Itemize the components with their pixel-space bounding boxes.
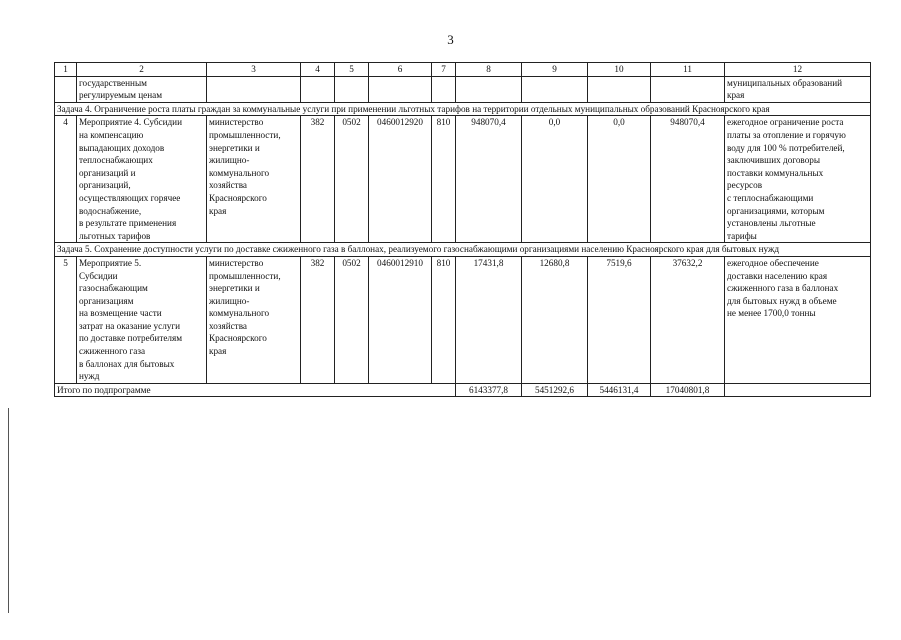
header-cell: 1 bbox=[55, 63, 77, 77]
header-cell: 10 bbox=[588, 63, 651, 77]
total-sum: 17040801,8 bbox=[651, 383, 725, 397]
code-rzpr: 0502 bbox=[335, 256, 369, 383]
total-label: Итого по подпрограмме bbox=[55, 383, 456, 397]
code-grbs: 382 bbox=[301, 116, 335, 243]
expected-result: ежегодное обеспечение доставки населению края сжиженного газа в баллонах для бытовых нужд в объеме не менее 1700,0 тонны bbox=[725, 256, 871, 383]
margin-line bbox=[8, 408, 9, 613]
header-row bbox=[55, 63, 871, 77]
code-csr: 0460012910 bbox=[369, 256, 432, 383]
header-cell: 8 bbox=[456, 63, 522, 77]
header-cell: 9 bbox=[522, 63, 588, 77]
table-row bbox=[55, 256, 871, 383]
total-year1: 6143377,8 bbox=[456, 383, 522, 397]
header-cell: 12 bbox=[725, 63, 871, 77]
amount-total: 37632,2 bbox=[651, 256, 725, 383]
measure-name: Мероприятие 4. Субсидии на компенсацию выпадающих доходов теплоснабжающих организаций и организаций, осуществляющих горячее водоснабжение, в результате применения льготных тарифов bbox=[77, 116, 207, 243]
header-cell: 11 bbox=[651, 63, 725, 77]
agency-name: министерство промышленности, энергетики и жилищно- коммунального хозяйства Красноярского края bbox=[207, 256, 301, 383]
amount-year1: 17431,8 bbox=[456, 256, 522, 383]
table-row bbox=[55, 116, 871, 243]
expected-result: ежегодное ограничение роста платы за отопление и горячую воду для 100 % потребителей, заключивших договоры поставки коммунальных ресурсов с теплоснабжающими организациями, которым установлены льготные тарифы bbox=[725, 116, 871, 243]
amount-year1: 948070,4 bbox=[456, 116, 522, 243]
header-cell: 3 bbox=[207, 63, 301, 77]
subprogram-table bbox=[54, 62, 871, 397]
amount-year3: 0,0 bbox=[588, 116, 651, 243]
header-cell: 5 bbox=[335, 63, 369, 77]
continuation-row bbox=[55, 76, 871, 102]
page-number: 3 bbox=[447, 32, 454, 47]
amount-total: 948070,4 bbox=[651, 116, 725, 243]
cont-name-cell: государственным регулируемым ценам bbox=[77, 76, 207, 102]
task-5-heading: Задача 5. Сохранение доступности услуги по доставке сжиженного газа в баллонах, реализуемого газоснабжающими организациями населению Красноярского края для бытовых нужд bbox=[55, 243, 871, 257]
code-vr: 810 bbox=[432, 116, 456, 243]
row-number: 4 bbox=[55, 116, 77, 243]
total-year3: 5446131,4 bbox=[588, 383, 651, 397]
task-4-heading: Задача 4. Ограничение роста платы граждан за коммунальные услуги при применении льготных тарифов на территории отдельных муниципальных образований Красноярского края bbox=[55, 102, 871, 116]
task-row bbox=[55, 102, 871, 116]
measure-name: Мероприятие 5. Субсидии газоснабжающим организациям на возмещение части затрат на оказание услуги по доставке потребителям сжиженного газа в баллонах для бытовых нужд bbox=[77, 256, 207, 383]
header-cell: 2 bbox=[77, 63, 207, 77]
code-vr: 810 bbox=[432, 256, 456, 383]
amount-year2: 12680,8 bbox=[522, 256, 588, 383]
task-row bbox=[55, 243, 871, 257]
amount-year2: 0,0 bbox=[522, 116, 588, 243]
amount-year3: 7519,6 bbox=[588, 256, 651, 383]
code-csr: 0460012920 bbox=[369, 116, 432, 243]
header-cell: 6 bbox=[369, 63, 432, 77]
total-row bbox=[55, 383, 871, 397]
code-grbs: 382 bbox=[301, 256, 335, 383]
code-rzpr: 0502 bbox=[335, 116, 369, 243]
header-cell: 4 bbox=[301, 63, 335, 77]
cont-result-cell: муниципальных образований края bbox=[725, 76, 871, 102]
total-year2: 5451292,6 bbox=[522, 383, 588, 397]
agency-name: министерство промышленности, энергетики и жилищно- коммунального хозяйства Красноярского края bbox=[207, 116, 301, 243]
row-number: 5 bbox=[55, 256, 77, 383]
header-cell: 7 bbox=[432, 63, 456, 77]
